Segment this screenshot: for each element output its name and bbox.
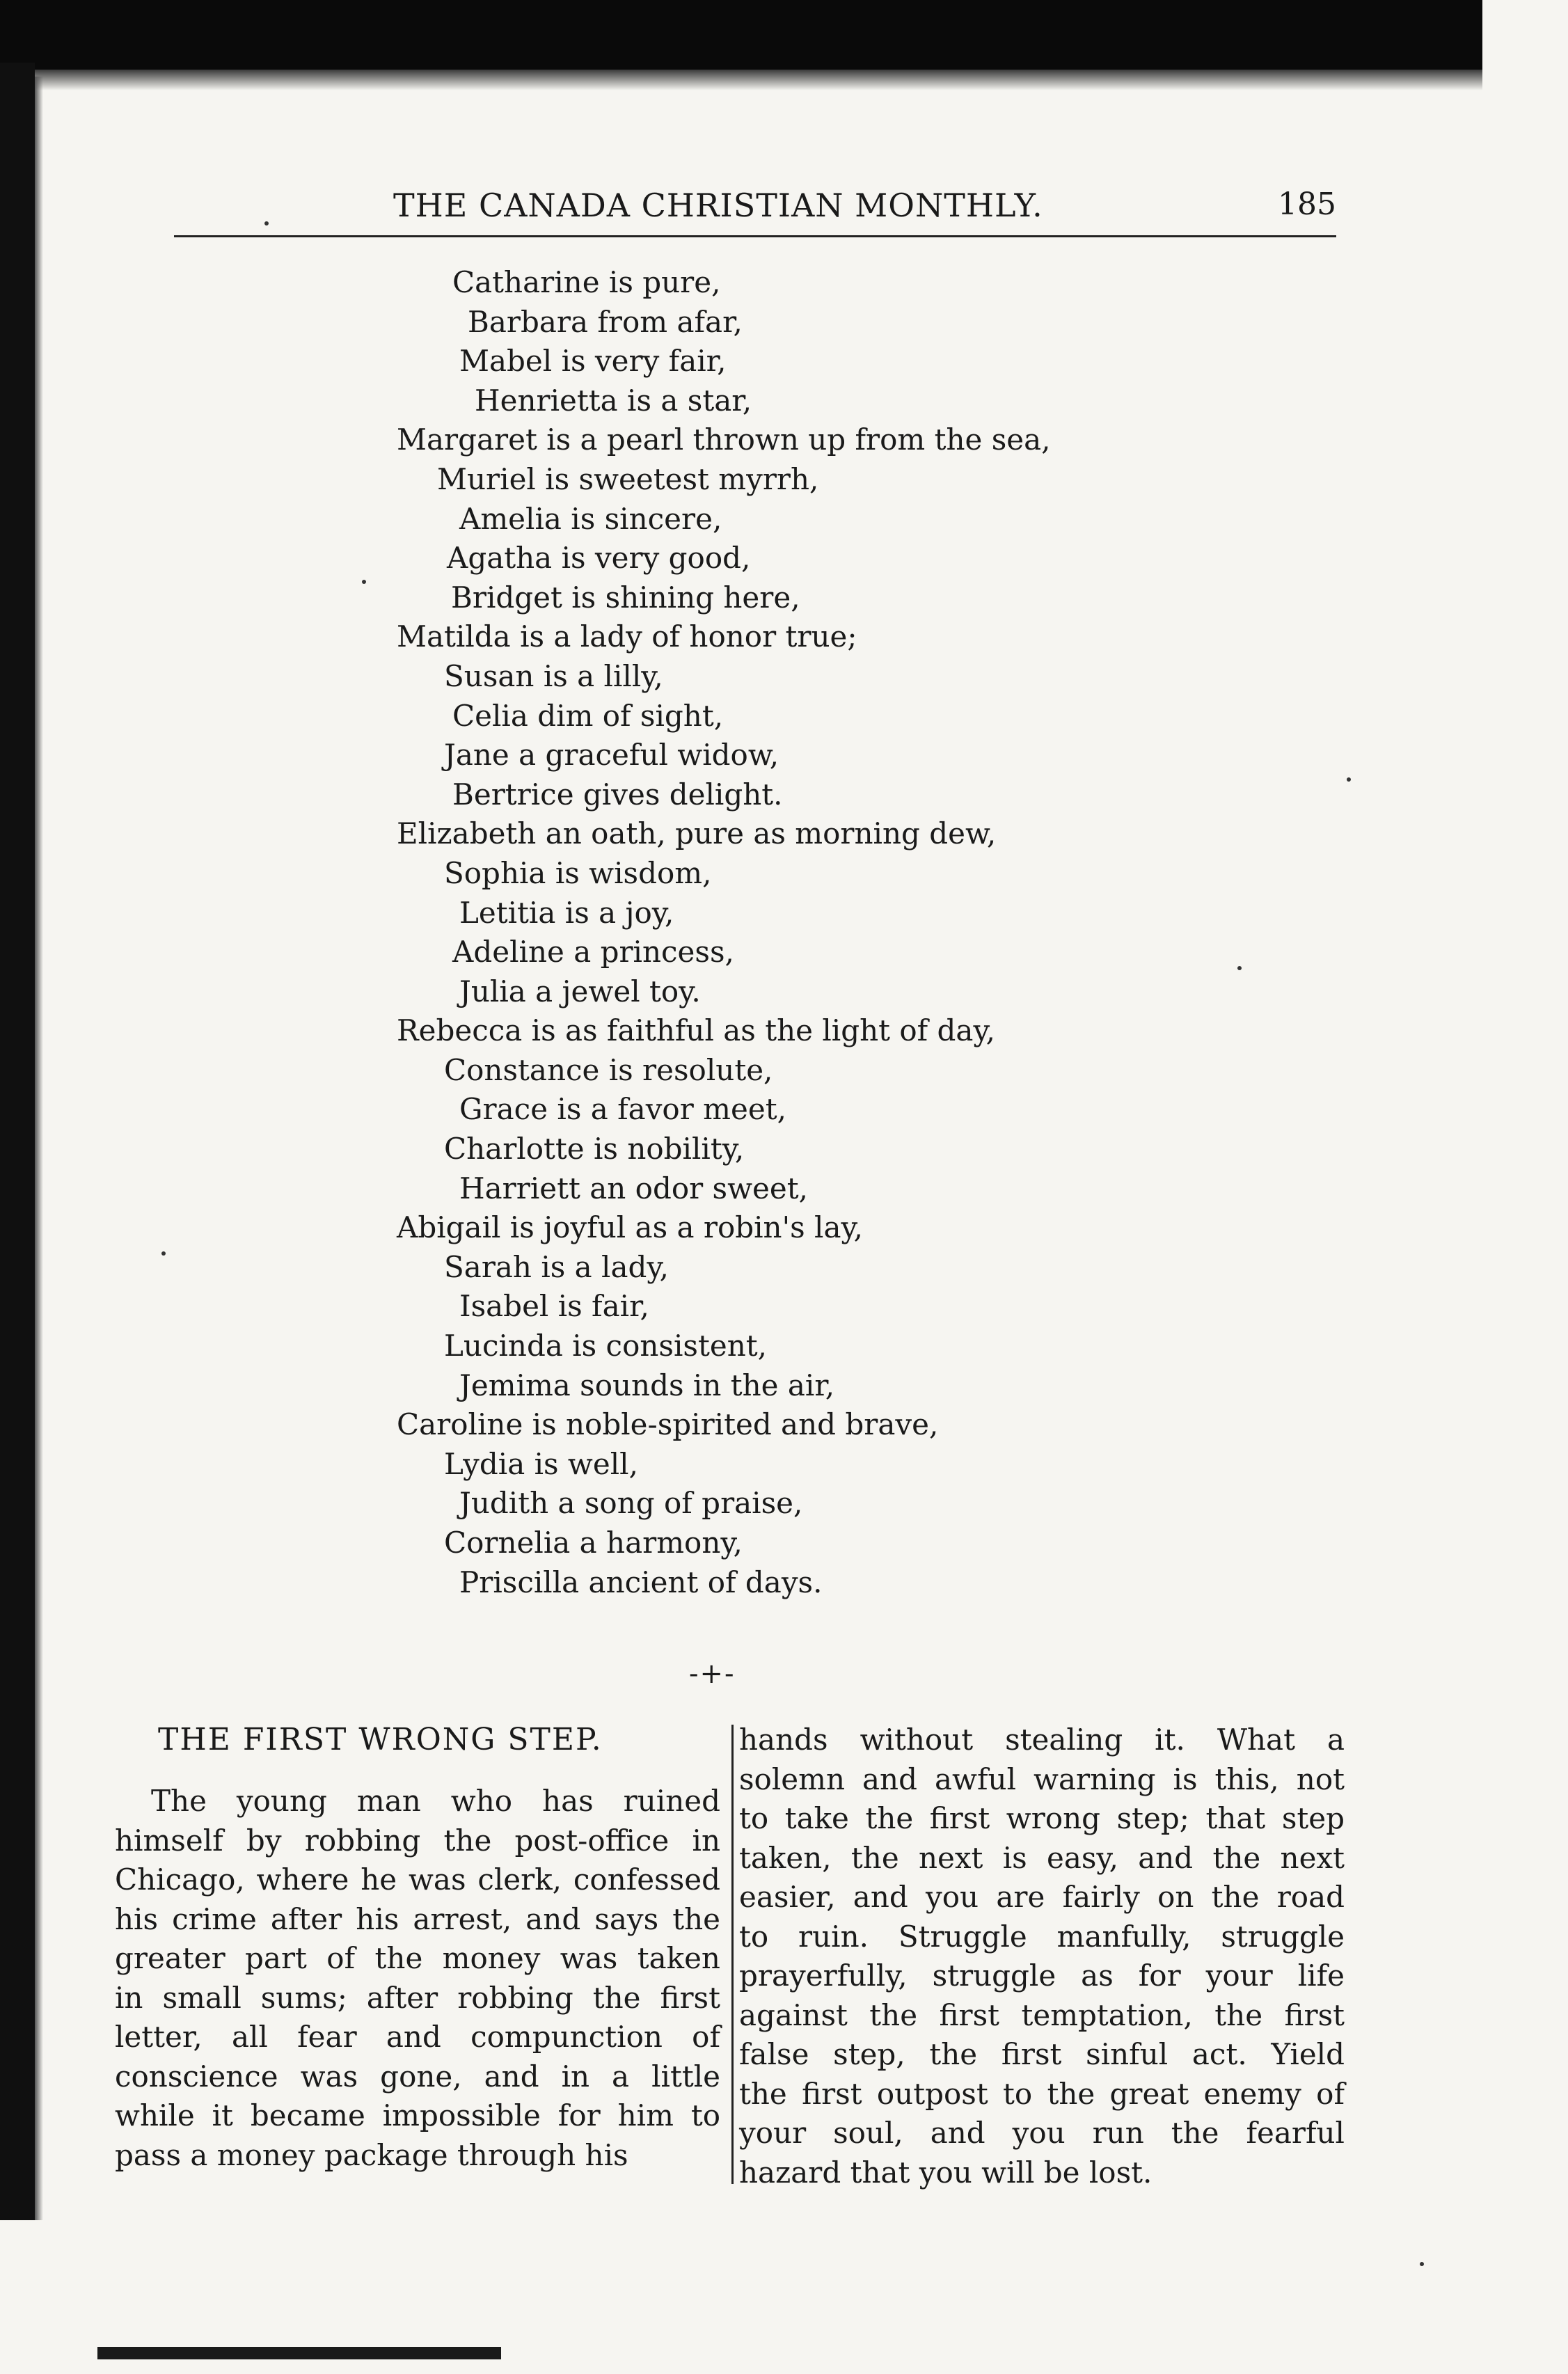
- left-column-text: [115, 1782, 720, 2175]
- poem-line: Lydia is well,: [444, 1446, 638, 1481]
- article-line: to take the first wrong step; that step: [739, 1801, 1345, 1835]
- poem-line: Amelia is sincere,: [459, 501, 722, 536]
- poem-line: Caroline is noble-spirited and brave,: [397, 1407, 939, 1442]
- article-line: The young man who has ruined: [151, 1784, 720, 1818]
- poem-line: Charlotte is nobility,: [444, 1132, 745, 1166]
- article-line: letter, all fear and compunction of: [115, 2020, 720, 2054]
- article-line: hazard that you will be lost.: [739, 2155, 1153, 2190]
- article-line: prayerfully, struggle as for your life: [739, 1958, 1345, 1993]
- poem-line: Muriel is sweetest myrrh,: [437, 461, 819, 496]
- column-divider: [731, 1725, 734, 2184]
- scan-speck: [362, 580, 366, 584]
- poem-line: Sophia is wisdom,: [444, 855, 712, 890]
- poem-line: Celia dim of sight,: [452, 698, 724, 733]
- article-line: pass a money package through his: [115, 2137, 628, 2172]
- article-title: THE FIRST WRONG STEP.: [158, 1722, 603, 1757]
- poem-line: Mabel is very fair,: [459, 344, 727, 379]
- article-line: conscience was gone, and in a little: [115, 2059, 720, 2094]
- article-line: to ruin. Struggle manfully, struggle: [739, 1919, 1345, 1954]
- article-line: the first outpost to the great enemy of: [739, 2076, 1345, 2111]
- scan-speck: [161, 1251, 166, 1256]
- scan-shadow-left: [35, 77, 43, 2220]
- poem-line: Henrietta is a star,: [475, 383, 752, 418]
- poem-line: Priscilla ancient of days.: [459, 1565, 823, 1599]
- poem-line: Cornelia a harmony,: [444, 1526, 743, 1560]
- scan-speck: [1347, 777, 1351, 782]
- poem-line: Rebecca is as faithful as the light of day,: [397, 1013, 995, 1048]
- scan-edge-left: [0, 63, 35, 2220]
- poem-line: Margaret is a pearl thrown up from the sea,: [397, 422, 1051, 457]
- article-line: false step, the first sinful act. Yield: [739, 2037, 1345, 2071]
- poem: [397, 263, 1162, 1602]
- article-line: hands without stealing it. What a: [739, 1723, 1345, 1757]
- poem-line: Jemima sounds in the air,: [459, 1368, 835, 1402]
- poem-line: Sarah is a lady,: [444, 1249, 669, 1284]
- poem-line: Abigail is joyful as a robin's lay,: [397, 1210, 864, 1245]
- page-header: [223, 187, 1336, 235]
- poem-line: Lucinda is consistent,: [444, 1329, 767, 1363]
- article-line: Chicago, where he was clerk, confessed: [115, 1862, 720, 1897]
- article-line: solemn and awful warning is this, not: [739, 1762, 1345, 1796]
- scan-edge-bottom: [97, 2347, 501, 2359]
- poem-line: Agatha is very good,: [447, 541, 751, 576]
- page-number: 185: [1278, 187, 1336, 222]
- article-line: greater part of the money was taken: [115, 1941, 720, 1975]
- poem-line: Julia a jewel toy.: [459, 974, 701, 1008]
- header-rule: [174, 235, 1336, 237]
- poem-line: Elizabeth an oath, pure as morning dew,: [397, 816, 997, 851]
- article-line: his crime after his arrest, and says the: [115, 1901, 720, 1936]
- article-line: himself by robbing the post-office in: [115, 1823, 720, 1858]
- poem-line: Susan is a lilly,: [444, 658, 663, 693]
- scan-edge-top: [0, 0, 1482, 70]
- poem-line: Matilda is a lady of honor true;: [397, 619, 857, 654]
- poem-line: Constance is resolute,: [444, 1052, 773, 1087]
- poem-line: Bridget is shining here,: [451, 580, 800, 615]
- article-line: your soul, and you run the fearful: [739, 2116, 1345, 2150]
- poem-line: Letitia is a joy,: [459, 895, 674, 930]
- poem-line: Jane a graceful widow,: [444, 738, 779, 773]
- article-line: in small sums; after robbing the first: [115, 1980, 720, 2015]
- poem-line: Harriett an odor sweet,: [459, 1171, 808, 1205]
- poem-line: Bertrice gives delight.: [452, 777, 783, 812]
- section-ornament: -+-: [689, 1658, 736, 1690]
- article-line: easier, and you are fairly on the road: [739, 1880, 1345, 1914]
- right-column-text: [739, 1720, 1345, 2192]
- article-right-column: [739, 1720, 1345, 2192]
- running-title: THE CANADA CHRISTIAN MONTHLY.: [393, 187, 1043, 224]
- poem-line: Isabel is fair,: [459, 1289, 649, 1324]
- poem-line: Adeline a princess,: [452, 935, 734, 970]
- poem-line: Barbara from afar,: [468, 304, 743, 339]
- article-line: while it became impossible for him to: [115, 2098, 720, 2132]
- poem-line: Judith a song of praise,: [459, 1486, 803, 1521]
- poem-line: Grace is a favor meet,: [459, 1092, 786, 1127]
- poem-line: Catharine is pure,: [452, 265, 721, 299]
- scan-speck: [1420, 2262, 1424, 2266]
- article-line: taken, the next is easy, and the next: [739, 1840, 1345, 1875]
- article-line: against the first temptation, the first: [739, 1997, 1345, 2032]
- scan-shadow-top: [0, 70, 1482, 90]
- article-left-column: [115, 1720, 720, 2175]
- scan-speck: [1237, 966, 1242, 970]
